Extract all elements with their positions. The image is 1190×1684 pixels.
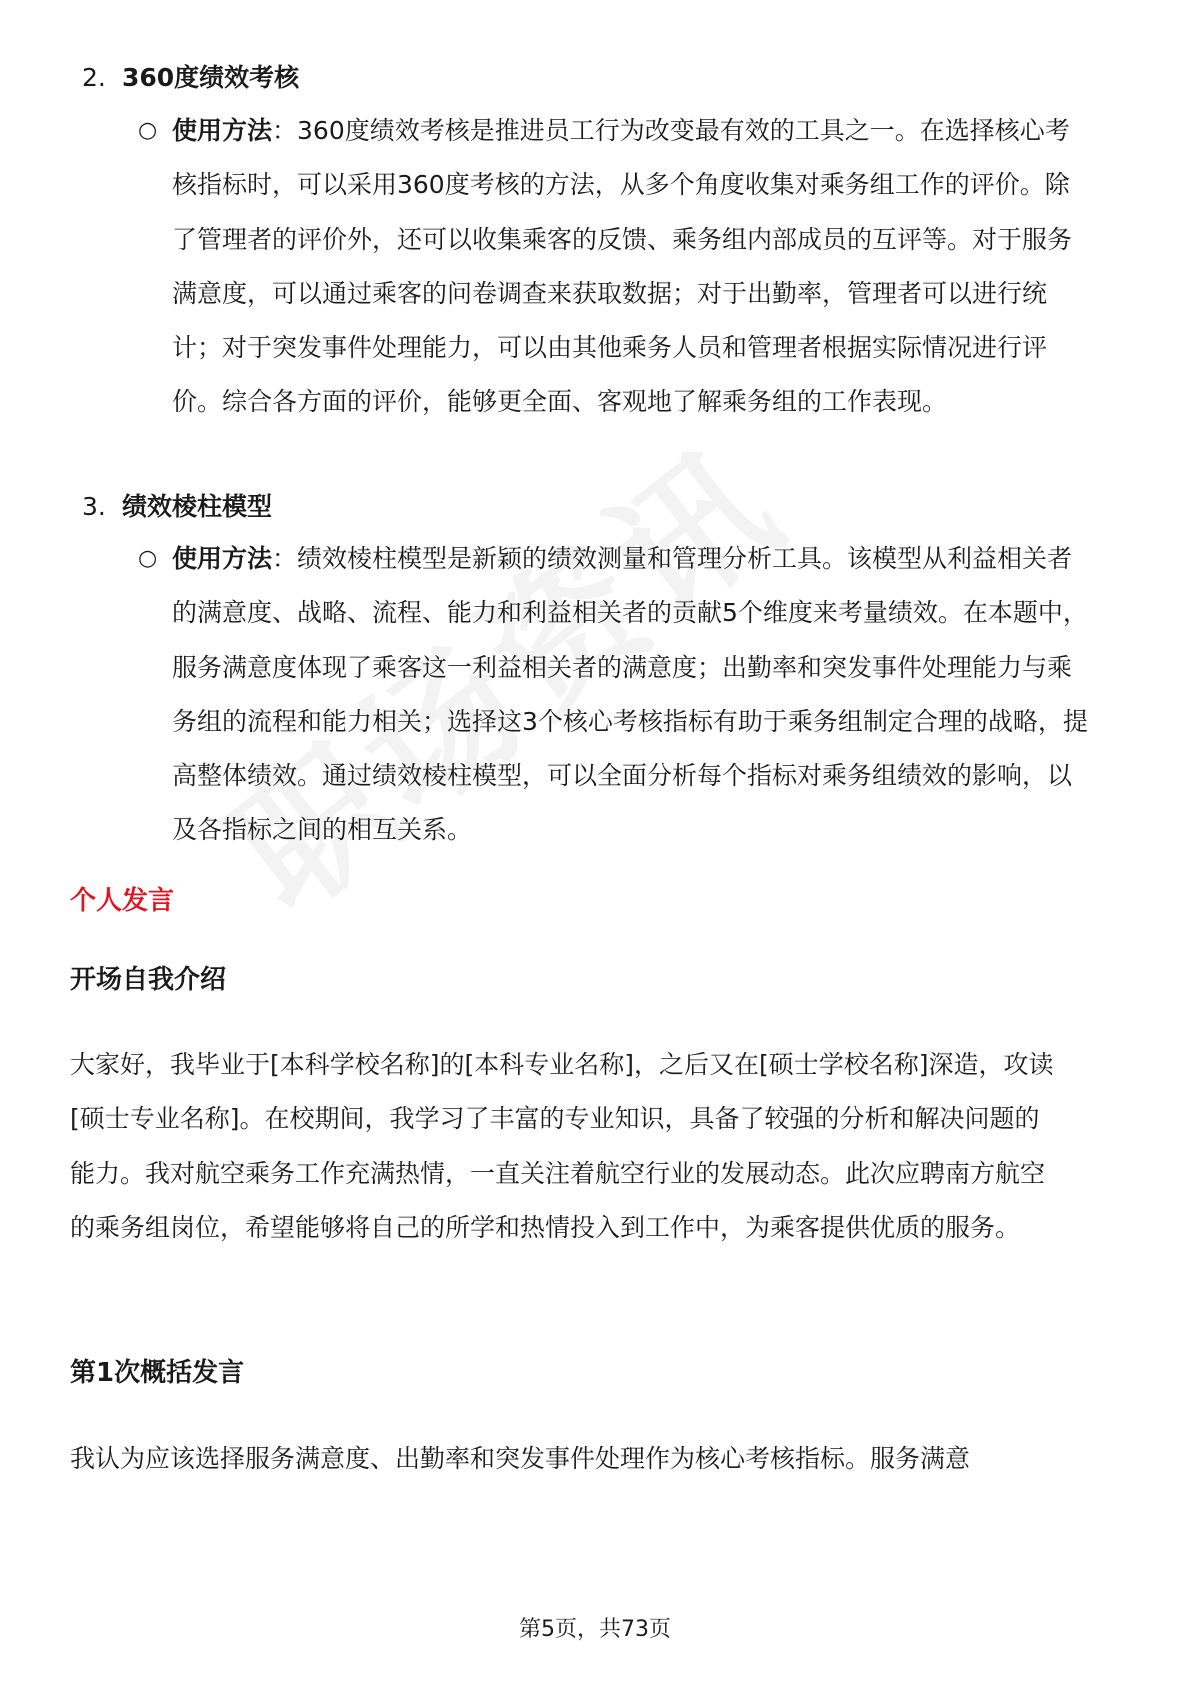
page-footer: 第5页，共73页	[519, 1617, 671, 1642]
bullet-text: ：绩效棱柱模型是新颖的绩效测量和管理分析工具。该模型从利益相关者的满意度、战略、流程、能力和利益相关者的贡献5个维度来考量绩效。在本题中，服务满意度体现了乘客这一利益相关者的满意度；出勤率和突发事件处理能力与乘务组的流程和能力相关；选择这3个核心考核指标有助于乘务组制定合理的战略，提高整体绩效。通过绩效棱柱模型，可以全面分析每个指标对乘务组绩效的影响，以及各指标之间的相互关系。	[172, 544, 1088, 845]
summary-1-paragraph: 我认为应该选择服务满意度、出勤率和突发事件处理作为核心考核指标。服务满意	[70, 1444, 971, 1473]
bullet-paragraph	[138, 532, 1092, 858]
list-item-3-bullet	[138, 532, 1128, 858]
list-item-3-heading	[82, 489, 272, 525]
list-item-title: 360度绩效考核	[122, 63, 300, 92]
section-heading-summary-1: 第1次概括发言	[70, 1358, 245, 1388]
list-number: 2.	[82, 63, 106, 92]
list-item-title: 绩效棱柱模型	[122, 492, 273, 521]
section-heading-personal: 个人发言	[70, 886, 175, 916]
intro-paragraph: 大家好，我毕业于[本科学校名称]的[本科专业名称]，之后又在[硕士学校名称]深造，攻读[硕士专业名称]。在校期间，我学习了丰富的专业知识，具备了较强的分析和解决问题的能力。我对航空乘务工作充满热情，一直关注着航空行业的发展动态。此次应聘南方航空的乘务组岗位，希望能够将自己的所学和热情投入到工作中，为乘客提供优质的服务。	[70, 1050, 1054, 1242]
list-item-2-bullet	[138, 104, 1128, 430]
bullet-circle-icon: ○	[138, 546, 158, 571]
bullet-circle-icon: ○	[138, 118, 158, 143]
list-number: 3.	[82, 492, 106, 521]
list-item-2-heading	[82, 60, 299, 96]
bullet-paragraph	[138, 104, 1092, 430]
bullet-label: 使用方法	[172, 544, 273, 573]
section-heading-intro: 开场自我介绍	[70, 965, 227, 995]
bullet-label: 使用方法	[172, 116, 273, 145]
bullet-text: ：360度绩效考核是推进员工行为改变最有效的工具之一。在选择核心考核指标时，可以采用360度考核的方法，从多个角度收集对乘务组工作的评价。除了管理者的评价外，还可以收集乘客的反馈、乘务组内部成员的互评等。对于服务满意度，可以通过乘客的问卷调查来获取数据；对于出勤率，管理者可以进行统计；对于突发事件处理能力，可以由其他乘务人员和管理者根据实际情况进行评价。综合各方面的评价，能够更全面、客观地了解乘务组的工作表现。	[172, 116, 1073, 417]
